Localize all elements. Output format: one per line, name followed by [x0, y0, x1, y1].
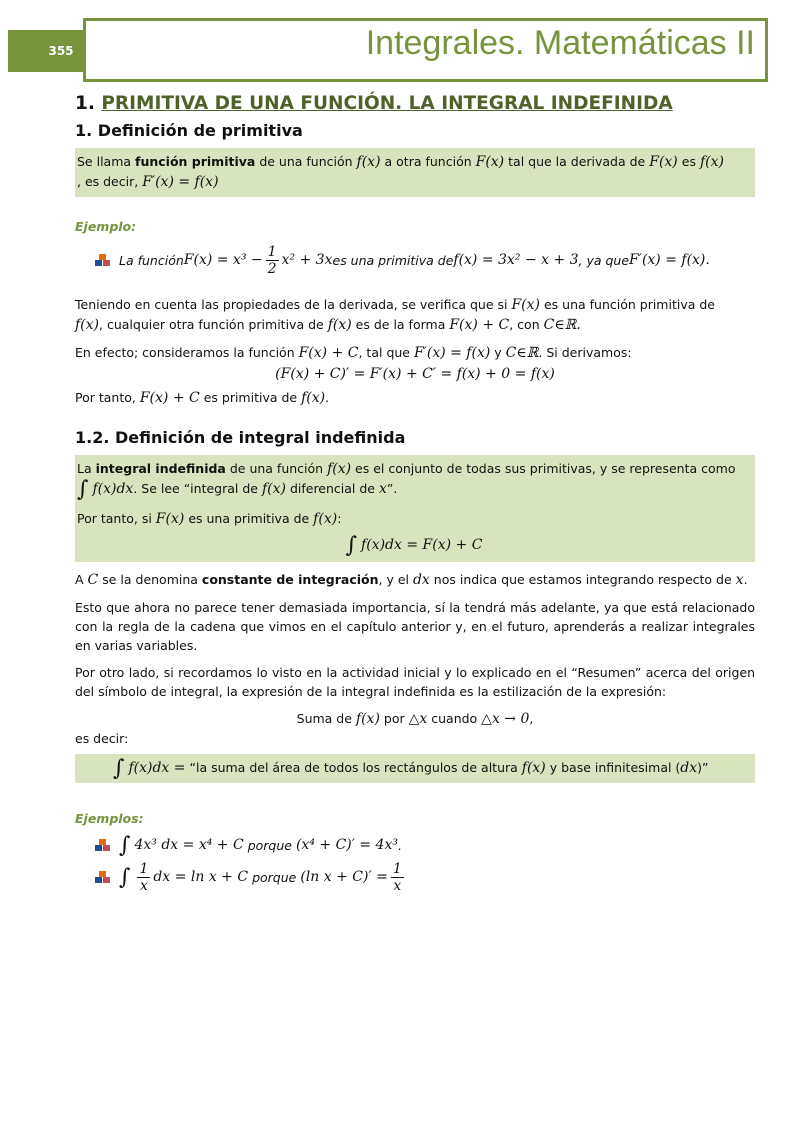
bullet-icon — [95, 839, 111, 853]
math: f(x) — [355, 711, 380, 727]
fraction-one-half — [266, 244, 279, 277]
example-line — [95, 244, 755, 277]
math: f(x)dx — [92, 481, 134, 497]
formula-derivative: (F(x) + C)′ = F′(x) + C′ = f(x) + 0 = f(x) — [275, 366, 555, 382]
fraction-one-over-x — [137, 861, 150, 894]
text: es el conjunto de todas sus primitivas, y se representa como — [351, 461, 736, 476]
text: porque — [252, 870, 297, 885]
math: x — [735, 572, 744, 588]
heading-number: 1. — [75, 93, 95, 114]
text: . — [743, 572, 748, 587]
es-decir: es decir: — [75, 731, 129, 746]
example-2 — [95, 861, 755, 894]
text: Suma de — [296, 711, 356, 726]
math: f(x)dx = — [128, 760, 186, 776]
def-text: es — [677, 154, 700, 169]
frac-num: 1 — [139, 861, 149, 877]
text: , cualquier otra función primitiva de — [99, 317, 328, 332]
math: F(x) + C — [449, 317, 510, 333]
math-fx: f(x) — [356, 154, 381, 170]
section-heading — [75, 94, 755, 113]
sum-meaning-box — [75, 754, 755, 783]
page-content — [75, 92, 755, 900]
math-eq: F′(x) = f(x). — [629, 252, 710, 268]
math: f(x) — [261, 481, 286, 497]
math: f(x) — [313, 511, 338, 527]
subsection-title-integral: 1.2. Definición de integral indefinida — [75, 428, 406, 447]
paragraph-origin: Por otro lado, si recordamos lo visto en la actividad inicial y lo explicado en el “Resumen” acerca del origen del símbolo de integral, la expresión de la integral indefinida es la estilización de la expresión: — [75, 665, 755, 699]
text: . — [325, 390, 330, 405]
math: F(x) + C — [139, 390, 200, 406]
example-1 — [95, 833, 755, 858]
text: de una función — [225, 461, 328, 476]
integral-symbol: ∫ — [113, 756, 125, 781]
math: f(x)dx = F(x) + C — [361, 537, 483, 553]
examples-label: Ejemplos: — [75, 811, 144, 826]
integral-symbol: ∫ — [119, 865, 131, 890]
definition-box-primitiva — [75, 148, 755, 197]
subsection-title-primitiva: 1. Definición de primitiva — [75, 121, 303, 140]
text: La — [77, 461, 96, 476]
text: y — [490, 345, 506, 360]
bullet-icon — [95, 254, 111, 268]
math: (x⁴ + C)′ = 4x³ — [295, 837, 398, 853]
text: , con — [509, 317, 544, 332]
integral-symbol: ∫ — [77, 477, 89, 502]
paragraph-proof — [75, 343, 755, 408]
text: es una función primitiva de — [540, 297, 715, 312]
text: se la denomina — [98, 572, 202, 587]
bullet-icon — [95, 871, 111, 885]
math: f(x) — [521, 760, 546, 776]
math: C∈ℝ — [505, 345, 539, 361]
math: x — [378, 481, 387, 497]
text: Por tanto, si — [77, 511, 156, 526]
text: . — [397, 838, 402, 853]
math: F(x) — [511, 297, 540, 313]
text: , tal que — [358, 345, 414, 360]
example-text: La función — [119, 253, 184, 268]
text: por — [379, 711, 409, 726]
formula-integral — [77, 533, 751, 558]
text: cuando — [427, 711, 482, 726]
text: . Se lee “integral de — [133, 481, 262, 496]
math: f(x) — [75, 317, 100, 333]
math: F(x) — [155, 511, 185, 527]
text: )” — [697, 760, 709, 775]
definition-box-integral — [75, 455, 755, 562]
math-F-def: F(x) = x³ − — [183, 252, 263, 268]
text: A — [75, 572, 88, 587]
paragraph-constant — [75, 570, 755, 590]
integral-symbol: ∫ — [119, 833, 131, 858]
math-Fx: F(x) — [475, 154, 505, 170]
header-frame — [83, 18, 768, 82]
integral-symbol: ∫ — [345, 533, 358, 558]
text: Por tanto, — [75, 390, 140, 405]
math: dx — [412, 572, 430, 588]
math: F′(x) = f(x) — [413, 345, 491, 361]
math-F-def-rest: x² + 3x — [281, 252, 333, 268]
example-label: Ejemplo: — [75, 219, 137, 234]
math: △x → 0 — [481, 711, 530, 727]
frac-den: x — [139, 878, 148, 894]
text: : — [337, 511, 342, 526]
bold-term: integral indefinida — [95, 461, 226, 476]
math: dx = ln x + C — [153, 869, 249, 885]
text: . Si derivamos: — [538, 345, 632, 360]
math: f(x) — [327, 317, 352, 333]
text: “la suma del área de todos los rectángulos de altura — [185, 760, 522, 775]
math-fx: f(x) — [699, 154, 724, 170]
text: Teniendo en cuenta las propiedades de la derivada, se verifica que si — [75, 297, 512, 312]
text: , y el — [378, 572, 413, 587]
box-line — [77, 509, 751, 529]
math-Fx: F(x) — [649, 154, 678, 170]
frac-num: 1 — [267, 244, 277, 260]
text: y base infinitesimal ( — [545, 760, 681, 775]
text: ”. — [386, 481, 398, 496]
def-bold: función primitiva — [135, 154, 256, 169]
text: , — [529, 711, 534, 726]
def-text: de una función — [255, 154, 357, 169]
def-text: , es decir, — [77, 174, 143, 189]
frac-den: 2 — [267, 261, 277, 277]
frac-num: 1 — [392, 861, 402, 877]
text: porque — [247, 838, 292, 853]
text: es primitiva de — [199, 390, 302, 405]
page-number: 355 — [48, 44, 74, 58]
math: F(x) + C — [298, 345, 359, 361]
def-text: a otra función — [380, 154, 476, 169]
def-text: tal que la derivada de — [504, 154, 650, 169]
bold-term: constante de integración — [201, 572, 379, 587]
text: diferencial de — [285, 481, 379, 496]
math: 4x³ dx = x⁴ + C — [134, 837, 244, 853]
fraction-one-over-x — [391, 861, 404, 894]
paragraph-properties — [75, 295, 755, 335]
math: f(x) — [327, 461, 352, 477]
math: C∈ℝ. — [543, 317, 581, 333]
header-title: Integrales. Matemáticas II — [365, 24, 755, 62]
math: C — [87, 572, 99, 588]
example-text: , ya que — [578, 253, 630, 268]
text: es de la forma — [351, 317, 450, 332]
math-derivative-eq: F′(x) = f(x) — [142, 174, 219, 190]
heading-link[interactable]: PRIMITIVA DE UNA FUNCIÓN. LA INTEGRAL INDEFINIDA — [101, 93, 673, 114]
math-f-def: f(x) = 3x² − x + 3 — [453, 252, 579, 268]
paragraph-importance: Esto que ahora no parece tener demasiada importancia, sí la tendrá más adelante, ya que está relacionado con la regla de la cadena que vimos en el capítulo anterior y, en el futuro, aprenderás a realizar integrales en varias variables. — [75, 600, 755, 653]
math: f(x) — [301, 390, 326, 406]
math: (ln x + C)′ = — [300, 869, 388, 885]
example-text: es una primitiva de — [332, 253, 454, 268]
math: △x — [408, 711, 428, 727]
text: En efecto; consideramos la función — [75, 345, 299, 360]
math: dx — [680, 760, 698, 776]
frac-den: x — [393, 878, 402, 894]
text: nos indica que estamos integrando respecto de — [429, 572, 736, 587]
sum-expression — [75, 709, 755, 729]
text: es una primitiva de — [184, 511, 314, 526]
def-text: Se llama — [77, 154, 136, 169]
